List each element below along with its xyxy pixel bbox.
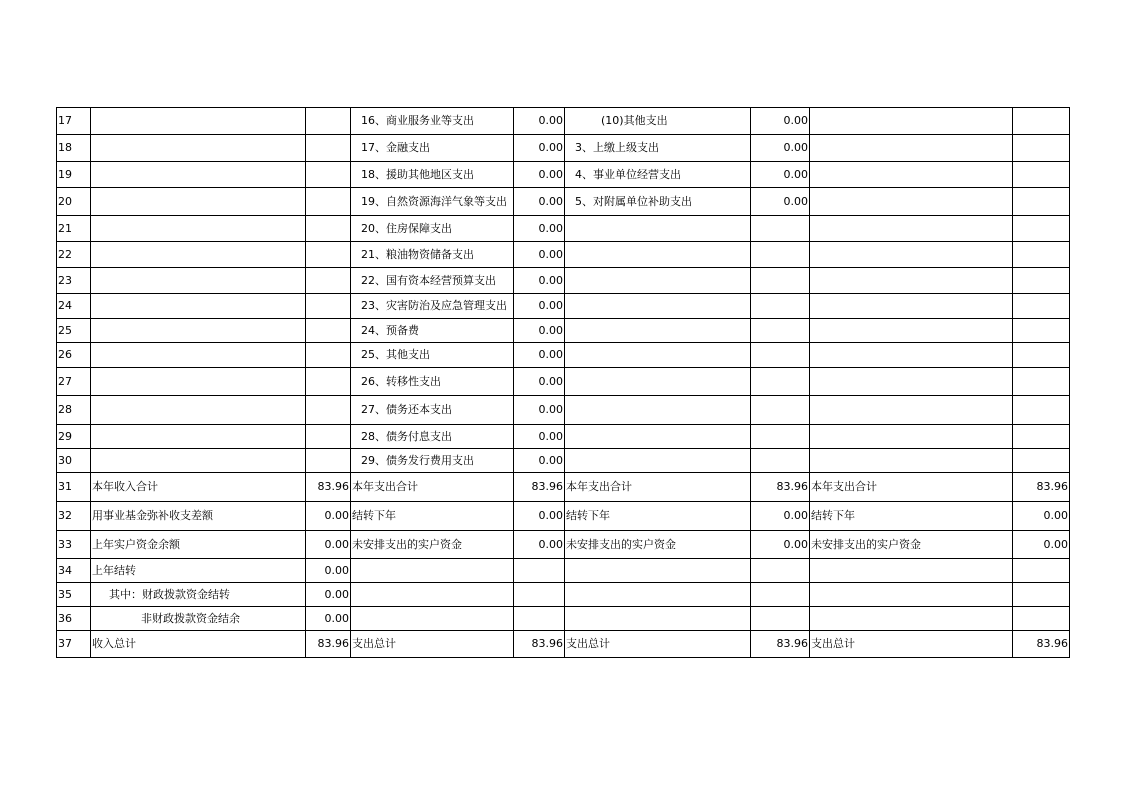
expense-func-label: 17、金融支出 (351, 135, 514, 162)
table-row (57, 531, 1070, 559)
expense-total-label (810, 294, 1013, 319)
expense-func-label (351, 559, 514, 583)
expense-total-label: 未安排支出的实户资金 (810, 531, 1013, 559)
row-number: 31 (57, 473, 91, 502)
expense-econ-value (751, 396, 810, 425)
expense-econ-label (565, 242, 751, 268)
expense-func-label: 20、住房保障支出 (351, 216, 514, 242)
expense-func-value: 83.96 (514, 473, 565, 502)
expense-func-value: 0.00 (514, 368, 565, 396)
expense-econ-label: 本年支出合计 (565, 473, 751, 502)
income-value (306, 449, 351, 473)
expense-econ-value (751, 449, 810, 473)
expense-total-value (1013, 242, 1070, 268)
income-label (91, 162, 306, 188)
expense-func-value: 0.00 (514, 449, 565, 473)
expense-total-label (810, 268, 1013, 294)
expense-func-label: 本年支出合计 (351, 473, 514, 502)
expense-total-value (1013, 449, 1070, 473)
income-label (91, 216, 306, 242)
expense-func-value: 0.00 (514, 268, 565, 294)
row-number: 34 (57, 559, 91, 583)
table-row (57, 216, 1070, 242)
income-value (306, 108, 351, 135)
expense-econ-value (751, 319, 810, 343)
expense-func-value (514, 559, 565, 583)
expense-econ-value: 83.96 (751, 473, 810, 502)
income-value: 83.96 (306, 631, 351, 658)
row-number: 33 (57, 531, 91, 559)
expense-econ-label: 结转下年 (565, 502, 751, 531)
expense-func-label: 27、债务还本支出 (351, 396, 514, 425)
table-row (57, 108, 1070, 135)
expense-total-label (810, 319, 1013, 343)
row-number: 29 (57, 425, 91, 449)
expense-func-value: 0.00 (514, 343, 565, 368)
expense-econ-label (565, 559, 751, 583)
expense-total-value (1013, 343, 1070, 368)
income-value: 0.00 (306, 583, 351, 607)
expense-econ-label: (10)其他支出 (565, 108, 751, 135)
table-row (57, 188, 1070, 216)
expense-econ-label: 3、上缴上级支出 (565, 135, 751, 162)
income-label (91, 319, 306, 343)
expense-econ-value (751, 216, 810, 242)
expense-total-value (1013, 607, 1070, 631)
income-value: 0.00 (306, 502, 351, 531)
row-number: 30 (57, 449, 91, 473)
expense-econ-label: 5、对附属单位补助支出 (565, 188, 751, 216)
table-row (57, 343, 1070, 368)
expense-func-label: 26、转移性支出 (351, 368, 514, 396)
expense-func-value: 0.00 (514, 135, 565, 162)
expense-total-label (810, 135, 1013, 162)
expense-total-value (1013, 188, 1070, 216)
expense-econ-value: 83.96 (751, 631, 810, 658)
income-value (306, 343, 351, 368)
expense-total-label (810, 607, 1013, 631)
income-value (306, 162, 351, 188)
expense-func-label: 18、援助其他地区支出 (351, 162, 514, 188)
income-value (306, 188, 351, 216)
expense-func-value: 0.00 (514, 294, 565, 319)
income-label (91, 108, 306, 135)
row-number: 26 (57, 343, 91, 368)
expense-econ-label (565, 343, 751, 368)
expense-func-value: 0.00 (514, 319, 565, 343)
table-row (57, 502, 1070, 531)
expense-total-label: 本年支出合计 (810, 473, 1013, 502)
table-row (57, 631, 1070, 658)
income-label: 上年实户资金余额 (91, 531, 306, 559)
table-row (57, 294, 1070, 319)
income-label: 其中：财政拨款资金结转 (91, 583, 306, 607)
expense-total-label (810, 368, 1013, 396)
expense-func-value: 0.00 (514, 425, 565, 449)
expense-total-label (810, 559, 1013, 583)
expense-func-label: 24、预备费 (351, 319, 514, 343)
expense-total-value (1013, 583, 1070, 607)
expense-econ-value (751, 425, 810, 449)
expense-econ-label (565, 268, 751, 294)
income-label (91, 188, 306, 216)
expense-econ-value: 0.00 (751, 502, 810, 531)
expense-total-value (1013, 368, 1070, 396)
expense-func-label: 23、灾害防治及应急管理支出 (351, 294, 514, 319)
expense-econ-value (751, 559, 810, 583)
income-value (306, 216, 351, 242)
expense-total-value: 0.00 (1013, 502, 1070, 531)
expense-func-label: 结转下年 (351, 502, 514, 531)
expense-econ-value (751, 268, 810, 294)
expense-econ-label: 4、事业单位经营支出 (565, 162, 751, 188)
income-value (306, 396, 351, 425)
expense-econ-value (751, 343, 810, 368)
expense-total-value (1013, 559, 1070, 583)
income-label (91, 242, 306, 268)
table-row (57, 583, 1070, 607)
expense-econ-label: 未安排支出的实户资金 (565, 531, 751, 559)
income-label: 本年收入合计 (91, 473, 306, 502)
expense-func-value: 0.00 (514, 216, 565, 242)
table-row (57, 559, 1070, 583)
expense-func-label: 16、商业服务业等支出 (351, 108, 514, 135)
income-label (91, 135, 306, 162)
expense-total-label (810, 216, 1013, 242)
income-label (91, 268, 306, 294)
expense-total-value (1013, 135, 1070, 162)
expense-total-label (810, 425, 1013, 449)
row-number: 25 (57, 319, 91, 343)
expense-econ-label (565, 368, 751, 396)
expense-econ-label (565, 583, 751, 607)
row-number: 37 (57, 631, 91, 658)
income-label (91, 294, 306, 319)
expense-total-value (1013, 425, 1070, 449)
expense-func-label: 21、粮油物资储备支出 (351, 242, 514, 268)
expense-econ-value: 0.00 (751, 135, 810, 162)
expense-econ-value (751, 583, 810, 607)
expense-func-value: 0.00 (514, 396, 565, 425)
expense-func-value: 0.00 (514, 502, 565, 531)
table-row (57, 473, 1070, 502)
income-value (306, 294, 351, 319)
budget-table (56, 107, 1070, 658)
expense-func-value: 0.00 (514, 108, 565, 135)
income-label (91, 449, 306, 473)
income-value (306, 425, 351, 449)
expense-total-label (810, 583, 1013, 607)
expense-econ-label (565, 425, 751, 449)
table-row (57, 425, 1070, 449)
income-label (91, 425, 306, 449)
expense-econ-value: 0.00 (751, 108, 810, 135)
row-number: 19 (57, 162, 91, 188)
expense-econ-label (565, 319, 751, 343)
row-number: 35 (57, 583, 91, 607)
expense-func-label: 支出总计 (351, 631, 514, 658)
row-number: 17 (57, 108, 91, 135)
table-row (57, 368, 1070, 396)
income-value (306, 135, 351, 162)
income-label: 非财政拨款资金结余 (91, 607, 306, 631)
expense-func-label: 22、国有资本经营预算支出 (351, 268, 514, 294)
row-number: 36 (57, 607, 91, 631)
expense-total-value: 83.96 (1013, 631, 1070, 658)
table-row (57, 607, 1070, 631)
income-label: 用事业基金弥补收支差额 (91, 502, 306, 531)
income-value: 0.00 (306, 531, 351, 559)
row-number: 21 (57, 216, 91, 242)
income-label (91, 396, 306, 425)
expense-econ-label: 支出总计 (565, 631, 751, 658)
table-row (57, 242, 1070, 268)
income-label (91, 343, 306, 368)
expense-func-label: 29、债务发行费用支出 (351, 449, 514, 473)
row-number: 24 (57, 294, 91, 319)
expense-econ-label (565, 216, 751, 242)
expense-econ-label (565, 396, 751, 425)
row-number: 28 (57, 396, 91, 425)
row-number: 22 (57, 242, 91, 268)
income-value: 83.96 (306, 473, 351, 502)
income-label: 收入总计 (91, 631, 306, 658)
expense-econ-value: 0.00 (751, 188, 810, 216)
row-number: 18 (57, 135, 91, 162)
expense-econ-value (751, 242, 810, 268)
expense-total-value: 0.00 (1013, 531, 1070, 559)
expense-total-value (1013, 108, 1070, 135)
expense-total-label (810, 108, 1013, 135)
expense-func-value: 0.00 (514, 242, 565, 268)
expense-total-value: 83.96 (1013, 473, 1070, 502)
expense-func-value (514, 583, 565, 607)
expense-func-value: 0.00 (514, 188, 565, 216)
expense-func-label: 28、债务付息支出 (351, 425, 514, 449)
income-label: 上年结转 (91, 559, 306, 583)
expense-total-label (810, 242, 1013, 268)
table-row (57, 135, 1070, 162)
expense-econ-label (565, 607, 751, 631)
row-number: 20 (57, 188, 91, 216)
income-value: 0.00 (306, 559, 351, 583)
income-value (306, 242, 351, 268)
income-value (306, 319, 351, 343)
table-row (57, 319, 1070, 343)
expense-total-label: 结转下年 (810, 502, 1013, 531)
expense-econ-value: 0.00 (751, 162, 810, 188)
row-number: 27 (57, 368, 91, 396)
expense-func-label: 25、其他支出 (351, 343, 514, 368)
table-row (57, 449, 1070, 473)
expense-func-label: 未安排支出的实户资金 (351, 531, 514, 559)
row-number: 32 (57, 502, 91, 531)
income-value (306, 268, 351, 294)
expense-econ-label (565, 449, 751, 473)
expense-total-value (1013, 396, 1070, 425)
expense-total-label: 支出总计 (810, 631, 1013, 658)
table-row (57, 396, 1070, 425)
expense-func-value (514, 607, 565, 631)
expense-total-value (1013, 319, 1070, 343)
expense-econ-value (751, 368, 810, 396)
expense-func-value: 0.00 (514, 531, 565, 559)
expense-total-value (1013, 216, 1070, 242)
expense-econ-value: 0.00 (751, 531, 810, 559)
expense-total-label (810, 343, 1013, 368)
expense-func-label: 19、自然资源海洋气象等支出 (351, 188, 514, 216)
row-number: 23 (57, 268, 91, 294)
expense-econ-value (751, 294, 810, 319)
income-value: 0.00 (306, 607, 351, 631)
expense-total-label (810, 449, 1013, 473)
expense-func-value: 0.00 (514, 162, 565, 188)
expense-func-label (351, 607, 514, 631)
income-label (91, 368, 306, 396)
income-value (306, 368, 351, 396)
expense-total-value (1013, 162, 1070, 188)
table-row (57, 268, 1070, 294)
expense-total-value (1013, 268, 1070, 294)
expense-econ-value (751, 607, 810, 631)
expense-econ-label (565, 294, 751, 319)
expense-total-label (810, 188, 1013, 216)
expense-total-value (1013, 294, 1070, 319)
expense-func-value: 83.96 (514, 631, 565, 658)
expense-total-label (810, 396, 1013, 425)
table-row (57, 162, 1070, 188)
expense-func-label (351, 583, 514, 607)
expense-total-label (810, 162, 1013, 188)
